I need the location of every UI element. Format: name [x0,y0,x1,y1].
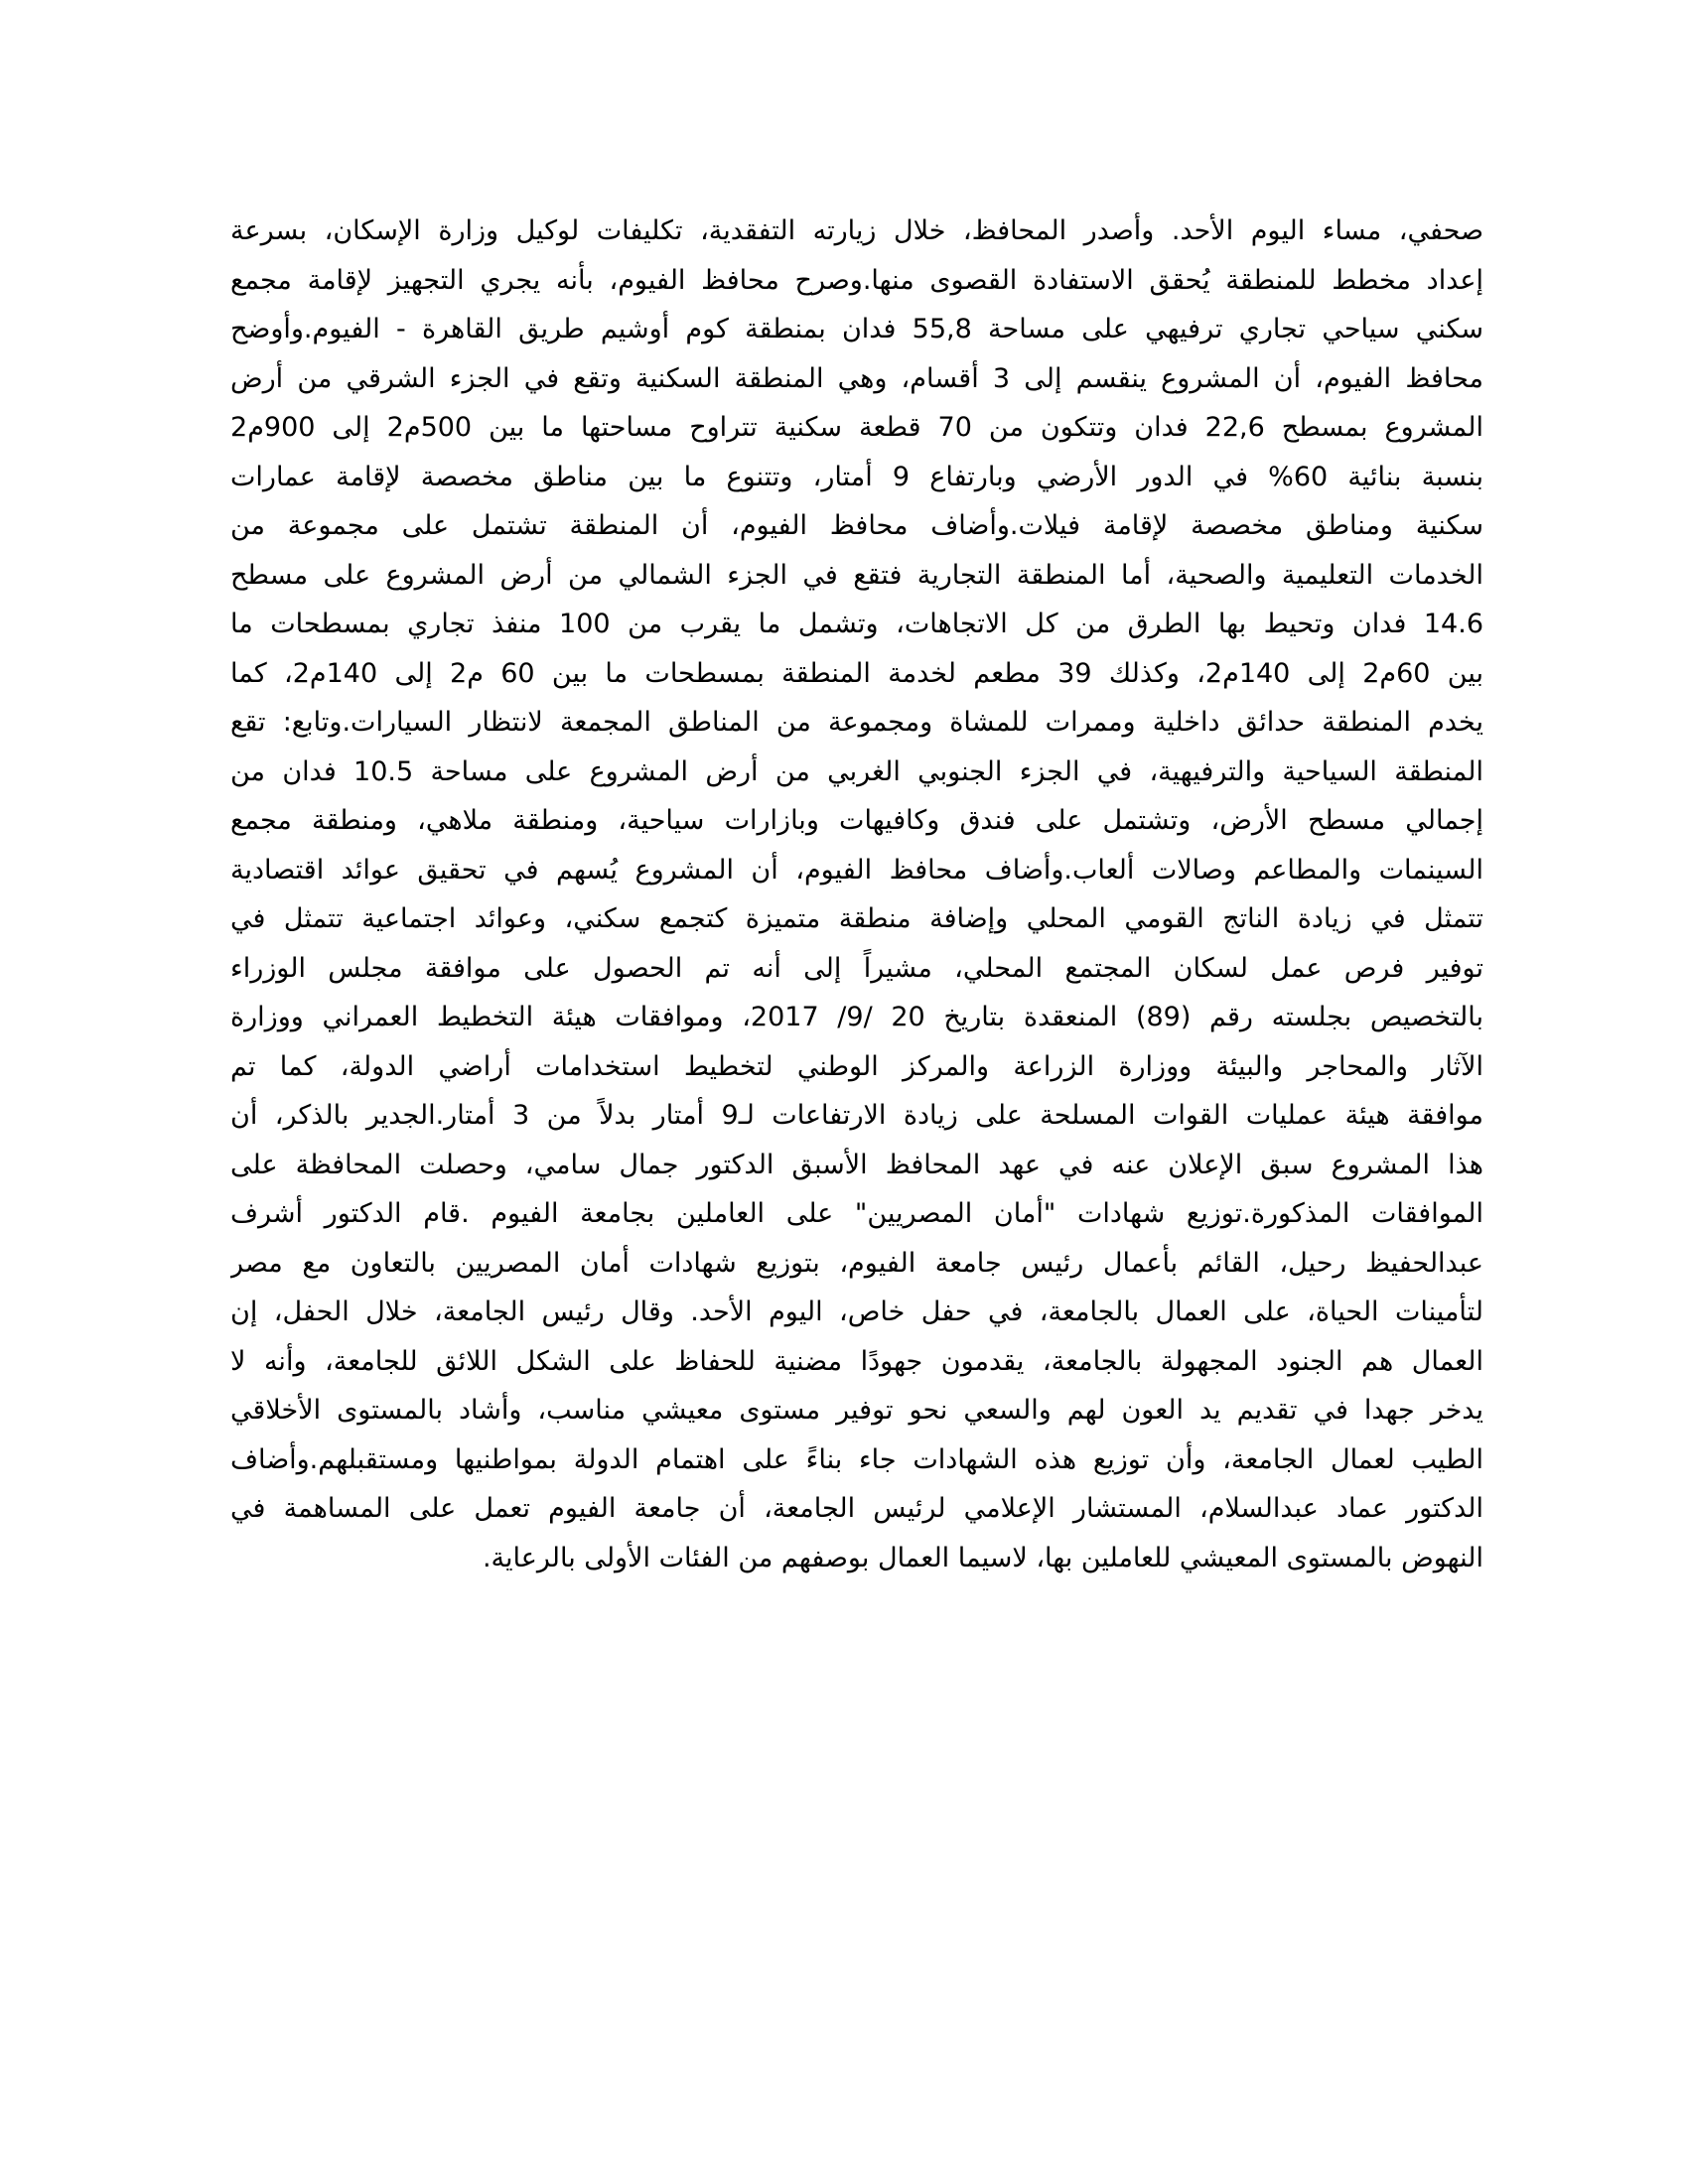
text-line: الخدمات التعليمية والصحية، أما المنطقة التجارية فتقع في الجزء الشمالي من أرض المشروع على مسطح [230,559,1483,591]
text-line: الطيب لعمال الجامعة، وأن توزيع هذه الشهادات جاء بناءً على اهتمام الدولة بمواطنيها ومستقبلهم.وأضاف [230,1443,1483,1475]
text-line: سكني سياحي تجاري ترفيهي على مساحة 55,8 فدان بمنطقة كوم أوشيم طريق القاهرة - الفيوم.وأوضح [230,314,1483,344]
text-line: هذا المشروع سبق الإعلان عنه في عهد المحافظ الأسبق الدكتور جمال سامي، وحصلت المحافظة على [230,1149,1483,1180]
text-line: صحفي، مساء اليوم الأحد. وأصدر المحافظ، خلال زيارته التفقدية، تكليفات لوكيل وزارة الإسكان، بسرعة [230,215,1483,246]
article-body [230,206,1483,1582]
text-line: الدكتور عماد عبدالسلام، المستشار الإعلامي لرئيس الجامعة، أن جامعة الفيوم تعمل على المساهمة في [230,1493,1483,1524]
text-line: إعداد مخطط للمنطقة يُحقق الاستفادة القصوى منها.وصرح محافظ الفيوم، بأنه يجري التجهيز لإقامة مجمع [230,264,1483,296]
text-line: إجمالي مسطح الأرض، وتشتمل على فندق وكافيهات وبازارات سياحية، ومنطقة ملاهي، ومنطقة مجمع [230,805,1483,836]
text-line: لتأمينات الحياة، على العمال بالجامعة، في حفل خاص، اليوم الأحد. وقال رئيس الجامعة، خلال الحفل، إن [230,1297,1483,1327]
text-line: موافقة هيئة عمليات القوات المسلحة على زيادة الارتفاعات لـ9 أمتار بدلاً من 3 أمتار.الجدير بالذكر، أن [230,1100,1483,1131]
text-line: محافظ الفيوم، أن المشروع ينقسم إلى 3 أقسام، وهي المنطقة السكنية وتقع في الجزء الشرقي من أرض [230,362,1483,394]
text-line: سكنية ومناطق مخصصة لإقامة فيلات.وأضاف محافظ الفيوم، أن المنطقة تشتمل على مجموعة من [230,510,1483,541]
text-line: المشروع بمسطح 22,6 فدان وتتكون من 70 قطعة سكنية تتراوح مساحتها ما بين 500م2 إلى 900م2 [230,412,1483,443]
text-line: بالتخصيص بجلسته رقم (89) المنعقدة بتاريخ 20 /9/ 2017، وموافقات هيئة التخطيط العمراني ووزارة [230,1002,1483,1032]
text-line: المنطقة السياحية والترفيهية، في الجزء الجنوبي الغربي من أرض المشروع على مساحة 10.5 فدان من [230,755,1483,787]
text-line: عبدالحفيظ رحيل، القائم بأعمال رئيس جامعة الفيوم، بتوزيع شهادات أمان المصريين بالتعاون مع مصر [230,1247,1483,1279]
text-line: الموافقات المذكورة.توزيع شهادات "أمان المصريين" على العاملين بجامعة الفيوم .قام الدكتور أشرف [230,1198,1483,1229]
text-line: تتمثل في زيادة الناتج القومي المحلي وإضافة منطقة متميزة كتجمع سكني، وعوائد اجتماعية تتمثل في [230,903,1483,934]
text-line-last: النهوض بالمستوى المعيشي للعاملين بها، لاسيما العمال بوصفهم من الفئات الأولى بالرعاية. [482,1542,1483,1573]
text-line: بنسبة بنائية 60% في الدور الأرضي وبارتفاع 9 أمتار، وتتنوع ما بين مناطق مخصصة لإقامة عمارات [230,461,1483,492]
text-line: يدخر جهدا في تقديم يد العون لهم والسعي نحو توفير مستوى معيشي مناسب، وأشاد بالمستوى الأخلاقي [230,1395,1483,1426]
text-line: توفير فرص عمل لسكان المجتمع المحلي، مشيراً إلى أنه تم الحصول على موافقة مجلس الوزراء [230,952,1483,984]
text-line: 14.6 فدان وتحيط بها الطرق من كل الاتجاهات، وتشمل ما يقرب من 100 منفذ تجاري بمسطحات ما [230,609,1483,639]
text-line: السينمات والمطاعم وصالات ألعاب.وأضاف محافظ الفيوم، أن المشروع يُسهم في تحقيق عوائد اقتصادية [230,854,1483,886]
text-line: الآثار والمحاجر والبيئة ووزارة الزراعة والمركز الوطني لتخطيط استخدامات أراضي الدولة، كما تم [230,1050,1483,1082]
text-line: العمال هم الجنود المجهولة بالجامعة، يقدمون جهودًا مضنية للحفاظ على الشكل اللائق للجامعة، وأنه لا [230,1345,1483,1377]
text-line: يخدم المنطقة حدائق داخلية وممرات للمشاة ومجموعة من المناطق المجمعة لانتظار السيارات.وتابع: تقع [230,707,1483,738]
text-line: بين 60م2 إلى 140م2، وكذلك 39 مطعم لخدمة المنطقة بمسطحات ما بين 60 م2 إلى 140م2، كما [230,657,1483,689]
